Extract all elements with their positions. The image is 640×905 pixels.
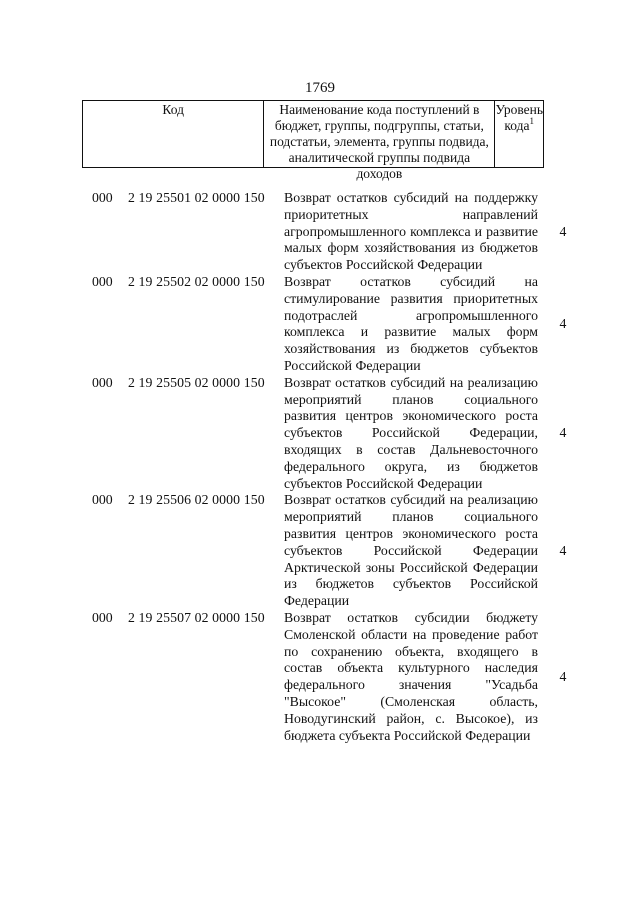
table-header bbox=[82, 100, 544, 181]
row-admin-code: 000 bbox=[92, 492, 113, 508]
table-row bbox=[92, 610, 592, 744]
header-level-footnote: 1 bbox=[529, 116, 535, 126]
table-row bbox=[92, 274, 592, 375]
row-name: Возврат остатков субсидий на реализацию мероприятий планов социального развития центров экономического роста субъектов Российской Федерации, входящих в состав Дальневосточного федерального округа, из бюджетов субъектов Российской Федерации bbox=[284, 374, 538, 491]
header-name: Наименование кода поступлений в бюджет, группы, подгруппы, статьи, подстатьи, элемента, группы подвида, аналитической группы подвида доходов bbox=[264, 101, 495, 167]
row-budget-code: 2 19 25501 02 0000 150 bbox=[128, 190, 265, 205]
header-level bbox=[495, 101, 543, 167]
row-admin-code: 000 bbox=[92, 609, 113, 625]
row-budget-code: 2 19 25505 02 0000 150 bbox=[128, 374, 265, 390]
row-admin-code: 000 bbox=[92, 190, 113, 205]
table-row bbox=[92, 190, 592, 274]
header-level-label: Уровень кода bbox=[495, 102, 543, 133]
row-budget-code: 2 19 25506 02 0000 150 bbox=[128, 492, 265, 508]
table-body bbox=[92, 190, 592, 744]
row-name: Возврат остатков субсидий на поддержку приоритетных направлений агропромышленного комплекса и развитие малых форм хозяйствования из бюджетов субъектов Российской Федерации bbox=[284, 190, 538, 273]
row-budget-code: 2 19 25502 02 0000 150 bbox=[128, 273, 265, 289]
row-level: 4 bbox=[559, 668, 567, 684]
row-admin-code: 000 bbox=[92, 273, 113, 289]
row-name: Возврат остатков субсидии бюджету Смоленской области на проведение работ по сохранению объекта, входящего в состав объекта культурного наследия федерального значения "Усадьба "Высокое" (Смоленская область, Новодугинский район, с. Высокое), из бюджета субъекта Российской Федерации bbox=[284, 609, 538, 743]
row-name: Возврат остатков субсидий на стимулирование развития приоритетных подотраслей агропромышленного комплекса и развитие малых форм хозяйствования из бюджетов субъектов Российской Федерации bbox=[284, 273, 538, 373]
row-level: 4 bbox=[559, 425, 567, 441]
header-code: Код bbox=[83, 101, 264, 167]
row-budget-code: 2 19 25507 02 0000 150 bbox=[128, 609, 265, 625]
row-level: 4 bbox=[559, 542, 567, 558]
table-row bbox=[92, 375, 592, 493]
row-level: 4 bbox=[559, 223, 567, 239]
row-name: Возврат остатков субсидий на реализацию мероприятий планов социального развития центров экономического роста субъектов Российской Федерации Арктической зоны Российской Федерации из бюджетов субъектов Российской Федерации bbox=[284, 492, 538, 609]
table-row bbox=[92, 492, 592, 610]
page-number: 1769 bbox=[305, 80, 335, 96]
row-level: 4 bbox=[559, 315, 567, 331]
row-admin-code: 000 bbox=[92, 374, 113, 390]
